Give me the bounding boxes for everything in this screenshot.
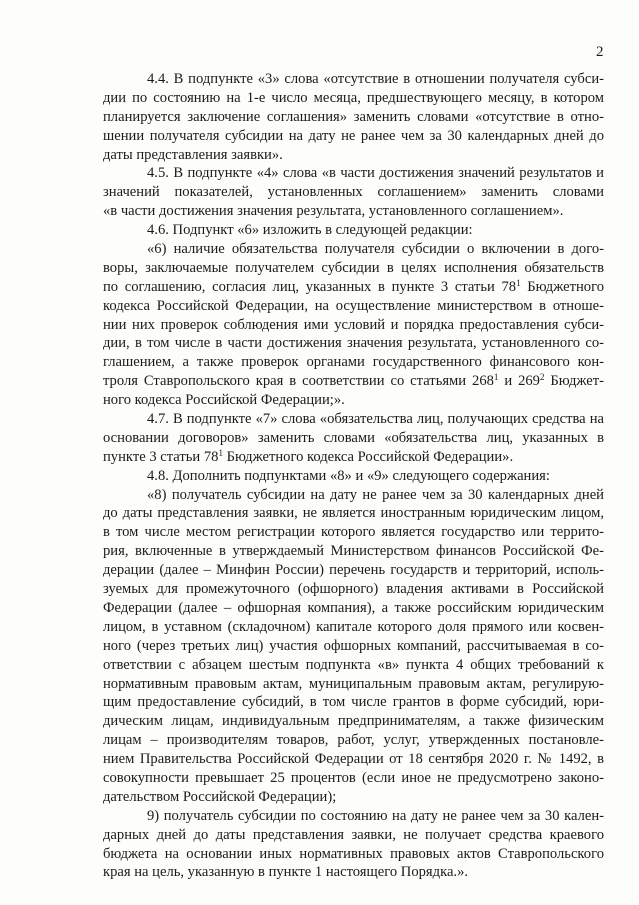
line-text: нием Правительства Российской Федерации от 18 сентября 2020 г. № 1492, в	[103, 751, 604, 768]
line-text: края на цель, указанную в пункте 1 настоящего Порядка.».	[103, 864, 469, 881]
line-text: троля Ставропольского края в соответствии со статьями 268	[103, 373, 494, 390]
text-line	[103, 146, 604, 165]
line-text-after: Бюджетного	[520, 278, 604, 295]
text-line	[103, 769, 604, 788]
text-line	[103, 637, 604, 656]
line-text: «6) наличие обязательства получателя субсидии о включении в дого-	[147, 241, 604, 258]
text-line	[103, 731, 604, 750]
text-line	[103, 221, 604, 240]
text-line	[103, 788, 604, 807]
text-line	[103, 391, 604, 410]
text-line	[103, 70, 604, 89]
line-text: лицом, в уставном (складочном) капитале которого доля прямого или косвен-	[103, 618, 604, 635]
text-line	[103, 108, 604, 127]
text-line	[103, 334, 604, 353]
text-line	[103, 807, 604, 826]
text-line	[103, 410, 604, 429]
line-text: совокупности превышает 25 процентов (если иное не предусмотрено законо-	[103, 769, 604, 786]
text-line	[103, 599, 604, 618]
line-text: дическим лицам, индивидуальным предпринимателям, а также физическим	[103, 713, 604, 730]
line-text: зуемых для промежуточного (офшорного) владения активами в Российской	[103, 581, 604, 598]
line-text: «в части достижения значения результата, установленного соглашением».	[103, 203, 564, 220]
line-text: до даты представления заявки, не является иностранным юридическим лицом,	[103, 505, 604, 522]
document-body	[103, 70, 604, 882]
line-text: бюджета на основании иных нормативных правовых актов Ставропольского	[103, 845, 604, 862]
line-text: дарных дней до даты представления заявки, не получает средства краевого	[103, 826, 604, 843]
text-line	[103, 316, 604, 335]
superscript: 1	[493, 372, 499, 383]
line-text: ответствии с абзацем шестым подпункта «в» пункта 4 общих требований к	[103, 656, 604, 673]
line-text: 4.4. В подпункте «3» слова «отсутствие в отношении получателя субси-	[147, 71, 604, 87]
line-text: 9) получатель субсидии по состоянию на дату не ранее чем за 30 кален-	[147, 807, 604, 824]
text-line	[103, 372, 604, 391]
line-text: основании договоров» заменить словами «обязательства лиц, указанных в	[103, 429, 604, 446]
text-line	[103, 675, 604, 694]
line-text: Федерации (далее – офшорная компания), а также российским юридическим	[103, 599, 604, 616]
text-line	[103, 429, 604, 448]
line-text: 4.7. В подпункте «7» слова «обязательства лиц, получающих средства на	[147, 411, 604, 428]
text-line	[103, 278, 604, 297]
text-line	[103, 467, 604, 486]
line-text: значений показателей, установленных соглашением» заменить словами	[103, 184, 604, 201]
line-text: пункте 3 статьи 78	[103, 448, 219, 465]
line-text: 4.8. Дополнить подпунктами «8» и «9» следующего содержания:	[147, 467, 550, 484]
text-line	[103, 448, 604, 467]
line-text: в том числе местом регистрации которого является государство или террито-	[103, 524, 604, 541]
text-line	[103, 127, 604, 146]
page-number: 2	[596, 44, 604, 60]
text-line	[103, 353, 604, 372]
text-line	[103, 618, 604, 637]
line-text-after: и 269	[498, 373, 540, 390]
superscript: 1	[218, 447, 223, 458]
line-text: дательством Российской Федерации);	[103, 788, 337, 805]
text-line	[103, 259, 604, 278]
text-line	[103, 580, 604, 599]
line-text: кодекса Российской Федерации, на осуществление министерством в отноше-	[103, 297, 604, 314]
text-line	[103, 845, 604, 864]
text-line	[103, 297, 604, 316]
line-text: ного кодекса Российской Федерации;».	[103, 392, 345, 409]
line-text: нии них проверок соблюдения ими условий и порядка предоставления субси-	[103, 316, 604, 333]
line-text: 4.5. В подпункте «4» слова «в части достижения значений результатов и	[147, 165, 604, 182]
superscript: 2	[539, 372, 545, 383]
text-line	[103, 183, 604, 202]
line-text-after: Бюджет-	[544, 373, 604, 390]
line-text: шении получателя субсидии на дату не ранее чем за 30 календарных дней до	[103, 127, 604, 144]
line-text: рия, включенные в утверждаемый Министерством финансов Российской Фе-	[103, 543, 604, 560]
line-text: даты представления заявки».	[103, 146, 283, 163]
text-line	[103, 523, 604, 542]
text-line	[103, 202, 604, 221]
line-text: ного (через третьих лиц) участия офшорных компаний, рассчитываемая в со-	[103, 637, 604, 654]
text-line	[103, 750, 604, 769]
line-text: по соглашению, согласия лиц, указанных в пункте 3 статьи 78	[103, 278, 517, 295]
line-text: «8) получатель субсидии на дату не ранее чем за 30 календарных дней	[147, 486, 604, 503]
line-text-after: Бюджетного кодекса Российской Федерации».	[222, 448, 514, 465]
text-line	[103, 486, 604, 505]
text-line	[103, 504, 604, 523]
line-text: дерации (далее – Минфин России) перечень государств и территорий, исполь-	[103, 562, 604, 579]
text-line	[103, 826, 604, 845]
text-line	[103, 656, 604, 675]
superscript: 1	[516, 277, 521, 288]
line-text: дии по состоянию на 1-е число месяца, предшествующего месяцу, в котором	[103, 89, 604, 106]
line-text: лицам – производителям товаров, работ, услуг, утвержденных постановле-	[103, 732, 604, 749]
text-line	[103, 693, 604, 712]
line-text: нормативным правовым актам, муниципальным правовым актам, регулирую-	[103, 675, 604, 692]
text-line	[103, 542, 604, 561]
text-line	[103, 164, 604, 183]
text-line	[103, 89, 604, 108]
line-text: дии, в том числе в части достижения значения результата, установленного со-	[103, 335, 604, 352]
line-text: щим предоставление субсидий, в том числе грантов в форме субсидий, юри-	[103, 694, 604, 711]
text-line	[103, 712, 604, 731]
text-line	[103, 561, 604, 580]
line-text: планируется заключение соглашения» заменить словами «отсутствие в отно-	[103, 108, 604, 125]
line-text: воры, заключаемые получателем субсидии в целях исполнения обязательств	[103, 259, 604, 276]
line-text: глашением, а также проверок органами государственного финансового кон-	[103, 354, 604, 371]
text-line	[103, 863, 604, 882]
line-text: 4.6. Подпункт «6» изложить в следующей редакции:	[147, 222, 473, 239]
text-line	[103, 240, 604, 259]
